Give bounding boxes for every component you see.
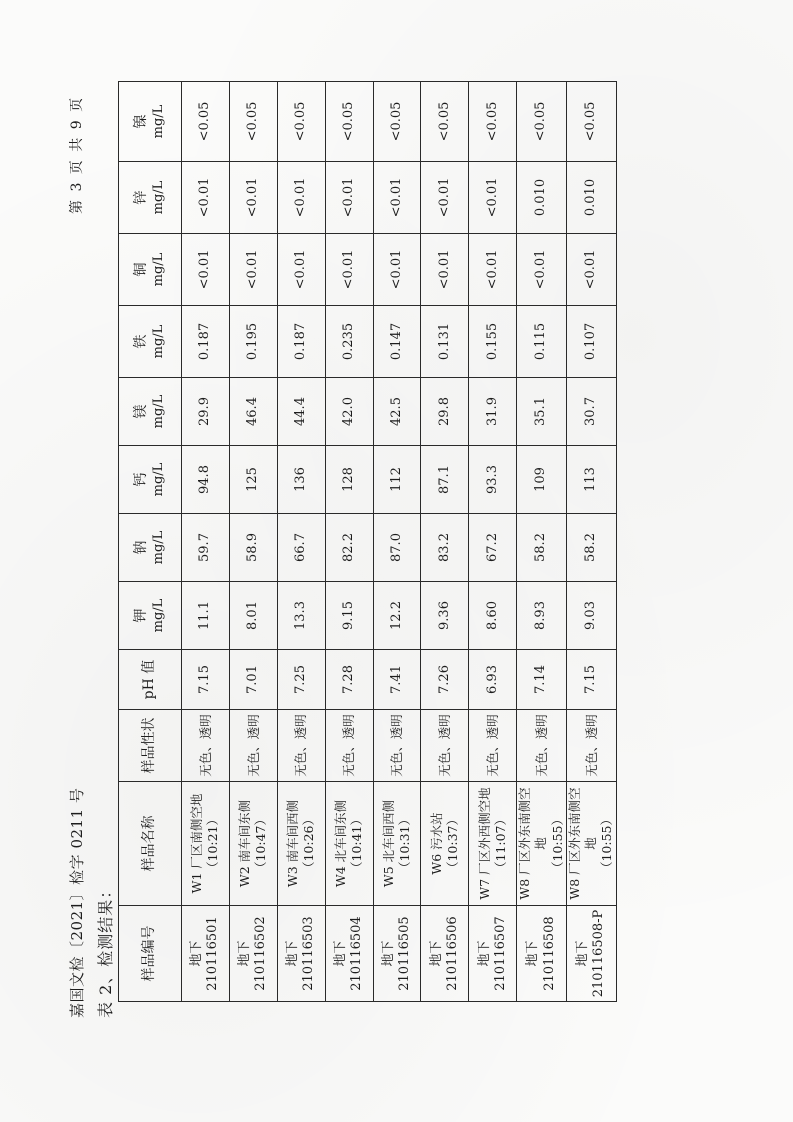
cell-name <box>229 782 277 906</box>
results-table <box>118 81 617 1002</box>
sample-name: W8 厂区外东南侧空地 <box>566 787 599 900</box>
cell-appearance: 无色、透明 <box>373 710 421 782</box>
cell-mg: 29.9 <box>182 378 230 446</box>
cell-ni: <0.05 <box>566 82 616 162</box>
sample-name: W6 污水站 <box>428 812 444 875</box>
column-header <box>119 162 182 234</box>
cell-id: 地下 210116504 <box>325 906 373 1002</box>
column-label: 铜 <box>133 262 150 277</box>
cell-mg: 42.5 <box>373 378 421 446</box>
cell-fe: 0.187 <box>182 306 230 378</box>
cell-zn: <0.01 <box>469 162 517 234</box>
cell-fe: 0.235 <box>325 306 373 378</box>
column-unit: mg/L <box>150 104 166 139</box>
cell-ca: 136 <box>277 446 325 514</box>
cell-na: 58.2 <box>566 514 616 582</box>
cell-ca: 94.8 <box>182 446 230 514</box>
column-label: 镍 <box>133 114 150 129</box>
cell-fe: 0.155 <box>469 306 517 378</box>
cell-ni: <0.05 <box>182 82 230 162</box>
cell-ph: 6.93 <box>469 650 517 710</box>
table-row <box>566 82 616 1002</box>
table-row <box>469 82 517 1002</box>
cell-na: 59.7 <box>182 514 230 582</box>
table-row <box>182 82 230 1002</box>
cell-fe: 0.107 <box>566 306 616 378</box>
cell-k: 12.2 <box>373 582 421 650</box>
cell-ph: 7.14 <box>517 650 567 710</box>
cell-na: 83.2 <box>421 514 469 582</box>
sample-time: （10:41） <box>349 812 365 875</box>
cell-cu: <0.01 <box>182 234 230 306</box>
cell-ca: 113 <box>566 446 616 514</box>
cell-ca: 109 <box>517 446 567 514</box>
cell-name <box>517 782 567 906</box>
page-number: 第 3 页 共 9 页 <box>69 97 85 214</box>
cell-cu: <0.01 <box>325 234 373 306</box>
sample-time: （10:37） <box>444 812 460 875</box>
column-unit: mg/L <box>150 324 166 359</box>
sample-time: （10:21） <box>205 812 221 875</box>
cell-zn: <0.01 <box>277 162 325 234</box>
cell-ca: 112 <box>373 446 421 514</box>
cell-appearance: 无色、透明 <box>182 710 230 782</box>
column-unit: mg/L <box>150 462 166 497</box>
sample-name: W7 厂区外西侧空地 <box>476 787 492 900</box>
cell-fe: 0.187 <box>277 306 325 378</box>
table-row <box>517 82 567 1002</box>
cell-ni: <0.05 <box>229 82 277 162</box>
rotated-page-content <box>58 30 778 1060</box>
cell-id: 地下 210116502 <box>229 906 277 1002</box>
cell-mg: 46.4 <box>229 378 277 446</box>
cell-name <box>182 782 230 906</box>
column-label: pH 值 <box>141 659 158 700</box>
cell-zn: <0.01 <box>182 162 230 234</box>
sample-time: （10:26） <box>301 812 317 875</box>
cell-k: 9.36 <box>421 582 469 650</box>
cell-ni: <0.05 <box>421 82 469 162</box>
column-unit: mg/L <box>150 180 166 215</box>
cell-appearance: 无色、透明 <box>566 710 616 782</box>
cell-zn: <0.01 <box>229 162 277 234</box>
column-label: 锌 <box>133 190 150 205</box>
cell-zn: <0.01 <box>421 162 469 234</box>
cell-ni: <0.05 <box>469 82 517 162</box>
cell-k: 8.93 <box>517 582 567 650</box>
cell-na: 82.2 <box>325 514 373 582</box>
sample-time: （11:07） <box>492 812 508 875</box>
cell-cu: <0.01 <box>469 234 517 306</box>
sample-time: （10:55） <box>599 812 615 875</box>
table-row <box>277 82 325 1002</box>
column-header <box>119 306 182 378</box>
cell-ni: <0.05 <box>517 82 567 162</box>
cell-cu: <0.01 <box>566 234 616 306</box>
cell-name <box>469 782 517 906</box>
cell-zn: <0.01 <box>373 162 421 234</box>
table-header-row <box>119 82 182 1002</box>
sample-name: W4 北车间东侧 <box>332 799 348 888</box>
cell-fe: 0.131 <box>421 306 469 378</box>
column-label: 样品名称 <box>141 815 158 872</box>
column-header <box>119 82 182 162</box>
cell-na: 58.2 <box>517 514 567 582</box>
cell-ph: 7.28 <box>325 650 373 710</box>
cell-id: 地下 210116501 <box>182 906 230 1002</box>
cell-id: 地下 210116507 <box>469 906 517 1002</box>
cell-fe: 0.115 <box>517 306 567 378</box>
column-label: 样品性状 <box>141 717 158 774</box>
cell-ni: <0.05 <box>373 82 421 162</box>
cell-na: 67.2 <box>469 514 517 582</box>
column-unit: mg/L <box>150 530 166 565</box>
cell-id: 地下 210116503 <box>277 906 325 1002</box>
cell-mg: 29.8 <box>421 378 469 446</box>
cell-ph: 7.26 <box>421 650 469 710</box>
cell-mg: 31.9 <box>469 378 517 446</box>
cell-na: 66.7 <box>277 514 325 582</box>
cell-ca: 125 <box>229 446 277 514</box>
column-header <box>119 650 182 710</box>
cell-ca: 87.1 <box>421 446 469 514</box>
cell-k: 8.60 <box>469 582 517 650</box>
cell-name <box>325 782 373 906</box>
column-label: 钙 <box>133 472 150 487</box>
sample-name: W5 北车间西侧 <box>380 799 396 888</box>
cell-ph: 7.15 <box>182 650 230 710</box>
cell-k: 9.15 <box>325 582 373 650</box>
column-label: 样品编号 <box>141 925 158 982</box>
sample-name: W8 厂区外东南侧空地 <box>517 787 549 900</box>
column-header <box>119 906 182 1002</box>
column-header <box>119 446 182 514</box>
column-header <box>119 514 182 582</box>
cell-cu: <0.01 <box>517 234 567 306</box>
cell-ca: 128 <box>325 446 373 514</box>
cell-ph: 7.01 <box>229 650 277 710</box>
sample-name: W3 南车间西侧 <box>284 799 300 888</box>
cell-appearance: 无色、透明 <box>517 710 567 782</box>
cell-id: 地下 210116508-P <box>566 906 616 1002</box>
sample-time: （10:55） <box>549 812 565 875</box>
column-label: 镁 <box>133 404 150 419</box>
cell-k: 9.03 <box>566 582 616 650</box>
cell-na: 58.9 <box>229 514 277 582</box>
column-header <box>119 234 182 306</box>
column-label: 钠 <box>133 540 150 555</box>
table-row <box>325 82 373 1002</box>
cell-k: 8.01 <box>229 582 277 650</box>
cell-name <box>566 782 616 906</box>
column-header <box>119 378 182 446</box>
column-header <box>119 710 182 782</box>
cell-fe: 0.147 <box>373 306 421 378</box>
cell-k: 13.3 <box>277 582 325 650</box>
table-row <box>373 82 421 1002</box>
cell-id: 地下 210116506 <box>421 906 469 1002</box>
cell-mg: 42.0 <box>325 378 373 446</box>
cell-appearance: 无色、透明 <box>469 710 517 782</box>
cell-mg: 35.1 <box>517 378 567 446</box>
column-label: 钾 <box>133 608 150 623</box>
report-number: 嘉国文检〔2021〕检字 0211 号 <box>68 787 86 1018</box>
cell-fe: 0.195 <box>229 306 277 378</box>
table-row <box>229 82 277 1002</box>
table-caption: 表 2、检测结果： <box>96 881 115 1018</box>
cell-name <box>373 782 421 906</box>
column-unit: mg/L <box>150 598 166 633</box>
cell-zn: 0.010 <box>517 162 567 234</box>
cell-ni: <0.05 <box>277 82 325 162</box>
cell-k: 11.1 <box>182 582 230 650</box>
sample-name: W2 南车间东侧 <box>237 799 253 888</box>
column-unit: mg/L <box>150 394 166 429</box>
sample-time: （10:31） <box>397 812 412 875</box>
column-label: 铁 <box>133 334 150 349</box>
cell-name <box>421 782 469 906</box>
sample-time: （10:47） <box>253 812 269 875</box>
cell-ni: <0.05 <box>325 82 373 162</box>
cell-appearance: 无色、透明 <box>277 710 325 782</box>
cell-ca: 93.3 <box>469 446 517 514</box>
cell-cu: <0.01 <box>277 234 325 306</box>
cell-appearance: 无色、透明 <box>325 710 373 782</box>
cell-ph: 7.41 <box>373 650 421 710</box>
cell-mg: 44.4 <box>277 378 325 446</box>
cell-cu: <0.01 <box>229 234 277 306</box>
cell-appearance: 无色、透明 <box>421 710 469 782</box>
cell-cu: <0.01 <box>373 234 421 306</box>
cell-name <box>277 782 325 906</box>
cell-id: 地下 210116505 <box>373 906 421 1002</box>
cell-cu: <0.01 <box>421 234 469 306</box>
cell-mg: 30.7 <box>566 378 616 446</box>
column-unit: mg/L <box>150 252 166 287</box>
cell-zn: 0.010 <box>566 162 616 234</box>
cell-id: 地下 210116508 <box>517 906 567 1002</box>
column-header <box>119 782 182 906</box>
cell-ph: 7.25 <box>277 650 325 710</box>
cell-na: 87.0 <box>373 514 421 582</box>
table-row <box>421 82 469 1002</box>
sample-name: W1 厂区南侧空地 <box>189 793 205 894</box>
cell-appearance: 无色、透明 <box>229 710 277 782</box>
cell-ph: 7.15 <box>566 650 616 710</box>
cell-zn: <0.01 <box>325 162 373 234</box>
column-header <box>119 582 182 650</box>
